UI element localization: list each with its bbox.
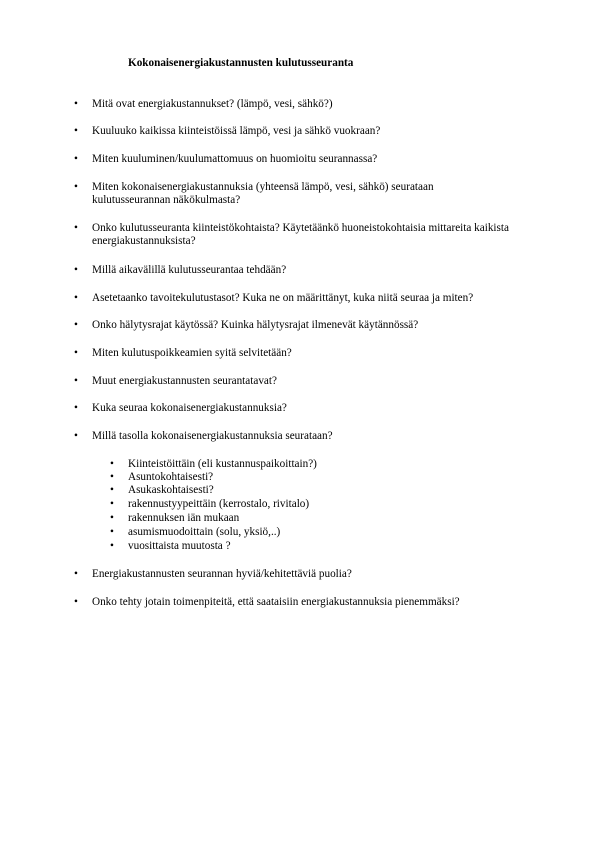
question-text: Mitä ovat energiakustannukset? (lämpö, vesi, sähkö?) <box>92 98 333 110</box>
bullet-icon: • <box>74 181 78 193</box>
sub-item-text: Asukaskohtaisesti? <box>128 484 214 496</box>
question-text: Millä tasolla kokonaisenergiakustannuksia seurataan? <box>92 430 333 442</box>
bullet-icon: • <box>74 264 78 276</box>
bullet-icon: • <box>74 375 78 387</box>
sub-item-text: Kiinteistöittäin (eli kustannuspaikoittain?) <box>128 458 317 470</box>
bullet-icon: • <box>110 498 114 510</box>
question-text: Kuka seuraa kokonaisenergiakustannuksia? <box>92 402 287 414</box>
question-text: Muut energiakustannusten seurantatavat? <box>92 375 277 387</box>
question-text: Energiakustannusten seurannan hyviä/kehitettäviä puolia? <box>92 568 352 580</box>
bullet-icon: • <box>74 222 78 234</box>
question-text: Onko hälytysrajat käytössä? Kuinka hälytysrajat ilmenevät käytännössä? <box>92 319 419 331</box>
sub-list-item <box>0 458 595 471</box>
bullet-icon: • <box>110 540 114 552</box>
bullet-icon: • <box>74 402 78 414</box>
sub-item-text: Asuntokohtaisesti? <box>128 471 214 483</box>
bullet-icon: • <box>74 319 78 331</box>
bullet-icon: • <box>74 292 78 304</box>
sub-list-item <box>0 526 595 539</box>
bullet-icon: • <box>110 526 114 538</box>
question-text: Millä aikavälillä kulutusseurantaa tehdään? <box>92 264 287 276</box>
bullet-icon: • <box>110 458 114 470</box>
bullet-icon: • <box>74 568 78 580</box>
sub-item-text: rakennustyypeittäin (kerrostalo, rivitalo) <box>128 498 310 510</box>
sub-list-item <box>0 471 595 484</box>
question-text: Kuuluuko kaikissa kiinteistöissä lämpö, vesi ja sähkö vuokraan? <box>92 125 381 137</box>
bullet-icon: • <box>74 430 78 442</box>
question-text: Miten kuuluminen/kuulumattomuus on huomioitu seurannassa? <box>92 153 378 165</box>
bullet-icon: • <box>110 471 114 483</box>
bullet-icon: • <box>74 125 78 137</box>
sub-list-item <box>0 498 595 511</box>
sub-item-text: vuosittaista muutosta ? <box>128 540 231 552</box>
question-text: Onko kulutusseuranta kiinteistökohtaista? Käytetäänkö huoneistokohtaisia mittareita kaikista energiakustannuksista? <box>92 222 509 247</box>
bullet-icon: • <box>74 153 78 165</box>
question-text: Onko tehty jotain toimenpiteitä, että saataisiin energiakustannuksia pienemmäksi? <box>92 596 460 608</box>
sub-list-item <box>0 512 595 525</box>
question-text: Asetetaanko tavoitekulutustasot? Kuka ne on määrittänyt, kuka niitä seuraa ja miten? <box>92 292 474 304</box>
bullet-icon: • <box>110 484 114 496</box>
sub-list-item <box>0 540 595 553</box>
bullet-icon: • <box>74 596 78 608</box>
sub-item-text: rakennuksen iän mukaan <box>128 512 240 524</box>
sub-item-text: asumismuodoittain (solu, yksiö,..) <box>128 526 281 538</box>
question-text: Miten kokonaisenergiakustannuksia (yhteensä lämpö, vesi, sähkö) seurataan kulutusseurannan näkökulmasta? <box>92 181 434 206</box>
sub-list-item <box>0 484 595 497</box>
bullet-icon: • <box>110 512 114 524</box>
bullet-icon: • <box>74 347 78 359</box>
question-text: Miten kulutuspoikkeamien syitä selvitetään? <box>92 347 292 359</box>
bullet-icon: • <box>74 98 78 110</box>
document-title: Kokonaisenergiakustannusten kulutusseuranta <box>128 57 354 69</box>
